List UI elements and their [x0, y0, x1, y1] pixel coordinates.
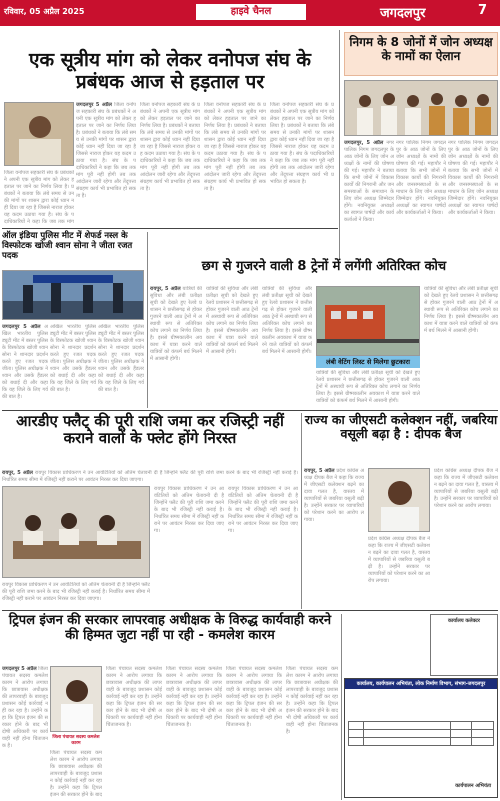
story7-text-col5: जिला पंचायत सदस्य कमलेश कारम ने आरोप लगाया कि छात्रावास अधीक्षक की लापरवाही के बावजूद प्रशासन कोई कार्रवाई नहीं कर रहा है। उन्होंने कहा कि ट्रिपल इंजन की सरकार होने के बाद भी दोषी अधिकारी पर कार्यवाही नहीं होना चिंताजनक है।: [226, 666, 282, 728]
story6-body-col3: [434, 468, 498, 608]
story4-body: [150, 286, 202, 408]
divider-vertical-4: [341, 614, 342, 800]
story4-photo: [316, 286, 420, 356]
story3-body-col3: [98, 324, 144, 408]
header-page-number: 7: [478, 3, 488, 18]
story7-body: [2, 666, 48, 798]
notice-table-row: [349, 738, 494, 746]
story1-dateline: जगदलपुर 5 अप्रैल: [76, 102, 112, 108]
story5-headline-box: [2, 413, 298, 463]
story2-dateline: जगदलपुर, 5 अप्रैल: [344, 140, 384, 146]
story7-body-col2: [50, 750, 102, 798]
story6-dateline: रायपुर, 5 अप्रैल: [304, 468, 335, 474]
story1-body-col3: [204, 102, 266, 224]
story6-text-col3: प्रदेश कांग्रेस अध्यक्ष दीपक बैज ने कहा कि राज्य में जीएसटी कलेक्शन बढ़ने का दावा गलत है, वास्तव में व्यापारियों से जबरिया वसूली बढ़ी है। उन्होंने सरकार पर व्यापारियों को परेशान करने का आरोप लगाया।: [434, 468, 498, 509]
story4-text: यात्रियों की सुविधा और लंबी प्रतीक्षा सूची को देखते हुए रेलवे प्रशासन ने छत्तीसगढ़ से होकर गुजरने वाली आठ ट्रेनों में अस्थायी रूप से अतिरिक्त कोच लगाने का निर्णय लिया है। इससे ग्रीष्मकालीन अवकाश में यात्रा करने वाले यात्रियों को कंफर्म बर्थ मिलने में आसानी होगी।: [150, 286, 202, 362]
story7-text: जिला पंचायत सदस्य कमलेश कारम ने आरोप लगाया कि छात्रावास अधीक्षक की लापरवाही के बावजूद प्रशासन कोई कार्रवाई नहीं कर रहा है। उन्होंने कहा कि ट्रिपल इंजन की सरकार होने के बाद भी दोषी अधिकारी पर कार्यवाही नहीं होना चिंताजनक है।: [2, 666, 48, 749]
story1-text-col0: जिला वनोपज सहकारी संघ के प्रबंधकों ने अपनी एक सूत्रीय मांग को लेकर हड़ताल पर जाने का निर्णय लिया है। प्रबंधकों ने बताया कि लंबे समय से उनकी मांगों पर शासन द्वारा कोई ध्यान नहीं दिया जा रहा है जिससे नाराज होकर यह कदम उठाया गया है। संघ के पदाधिकारियों ने कहा कि जब तक मांग: [4, 170, 74, 224]
notice-signature: कार्यपालन अभियंता: [455, 783, 491, 789]
story3-dog-squad-photo: [3, 271, 144, 320]
story4-text-col5: यात्रियों की सुविधा और लंबी प्रतीक्षा सूची को देखते हुए रेलवे प्रशासन ने छत्तीसगढ़ से होकर गुजरने वाली आठ ट्रेनों में अस्थायी रूप से अतिरिक्त कोच लगाने का निर्णय लिया है। इससे ग्रीष्मकालीन अवकाश में यात्रा करने वाले यात्रियों को कंफर्म बर्थ मिलने में आसानी होगी।: [424, 286, 498, 334]
story3-text-col3: अखिल भारतीय पुलिस ड्यूटी मीट में बस्तर पुलिस के विस्फोटक खोजी श्वान सोना ने शानदार प्रदर्शन करते हुए रजत पदक जीता। पुलिस अधीक्षक ने श्वान और उसके हैंडलर को बधाई दी और कहा कि यह जिले के लिए गर्व की बात है।: [98, 324, 144, 393]
story5-text-col4: रायपुर विकास प्राधिकरण ने उन आवंटितियों को अंतिम चेतावनी दी है जिन्होंने फ्लैट की पूरी राशि जमा करने के बाद भी रजिस्ट्री नहीं कराई है। निर्धारित समय सीमा में रजिस्ट्री नहीं कराने पर आवंटन निरस्त कर दिया जाएगा।: [2, 582, 150, 602]
story7-text-col4: जिला पंचायत सदस्य कमलेश कारम ने आरोप लगाया कि छात्रावास अधीक्षक की लापरवाही के बावजूद प्रशासन कोई कार्रवाई नहीं कर रहा है। उन्होंने कहा कि ट्रिपल इंजन की सरकार होने के बाद भी दोषी अधिकारी पर कार्यवाही नहीं होना चिंताजनक है।: [166, 666, 222, 728]
story6-headline-box: [304, 413, 498, 463]
divider-vertical-3: [301, 413, 302, 609]
story7-body-col6: [286, 666, 338, 798]
story4-text-col2: यात्रियों की सुविधा और लंबी प्रतीक्षा सूची को देखते हुए रेलवे प्रशासन ने छत्तीसगढ़ से होकर गुजरने वाली आठ ट्रेनों में अस्थायी रूप से अतिरिक्त कोच लगाने का निर्णय लिया है। इससे ग्रीष्मकालीन अवकाश में यात्रा करने वाले यात्रियों को कंफर्म बर्थ मिलने में आसानी होगी।: [206, 286, 258, 355]
story7-caption: जिला पंचायत सदस्य कमलेश कारम: [52, 735, 100, 746]
story1-headline-box: [2, 48, 338, 98]
story1-text-col2: जिला वनोपज सहकारी संघ के प्रबंधकों ने अपनी एक सूत्रीय मांग को लेकर हड़ताल पर जाने का निर्णय लिया है। प्रबंधकों ने बताया कि लंबे समय से उनकी मांगों पर शासन द्वारा कोई ध्यान नहीं दिया जा रहा है जिससे नाराज होकर यह कदम उठाया गया है। संघ के पदाधिकारियों ने कहा कि जब तक मांग पूरी नहीं होगी तब तक आंदोलन जारी रहेगा और तेंदूपत्ता संग्रहण कार्य भी प्रभावित हो सकता है।: [140, 102, 200, 192]
story5-body-col2: [154, 486, 224, 606]
story3-text-col2: अखिल भारतीय पुलिस ड्यूटी मीट में बस्तर पुलिस के विस्फोटक खोजी श्वान सोना ने शानदार प्रदर्शन करते हुए रजत पदक जीता। पुलिस अधीक्षक ने श्वान और उसके हैंडलर को बधाई दी और कहा कि यह जिले के लिए गर्व की बात है।: [50, 324, 96, 393]
story4-text-col3: यात्रियों की सुविधा और लंबी प्रतीक्षा सूची को देखते हुए रेलवे प्रशासन ने छत्तीसगढ़ से होकर गुजरने वाली आठ ट्रेनों में अस्थायी रूप से अतिरिक्त कोच लगाने का निर्णय लिया है। इससे ग्रीष्मकालीन अवकाश में यात्रा करने वाले यात्रियों को कंफर्म बर्थ मिलने में आसानी होगी।: [262, 286, 312, 355]
story2-text-col2: नगर पालिक निगम जगदलपुर के आठ जोनों के लिए जोन अध्यक्षों के नामों की घोषणा की गई। महापौर ने बताया कि सभी जोनों में विकास कार्यों की निगरानी और जनसमस्याओं के समाधान के लिए जोन अध्यक्ष जिम्मेदार होंगे। नवनियुक्त अध्यक्षों का स्वागत पार्षदों और कार्यकर्ताओं ने किया।: [396, 140, 446, 216]
story3-headline: ऑल इंडिया पुलिस मीट में शेफर्ड नस्ल के विस्फोटक खोजी श्वान सोना ने जीता रजत पदक: [2, 231, 133, 261]
story1-body-col0: [4, 170, 74, 224]
story6-headline: राज्य का जीएसटी कलेक्शन नहीं, जबरिया वसूली बढ़ा है : दीपक बैज: [304, 412, 498, 442]
story1-text-col3: जिला वनोपज सहकारी संघ के प्रबंधकों ने अपनी एक सूत्रीय मांग को लेकर हड़ताल पर जाने का निर्णय लिया है। प्रबंधकों ने बताया कि लंबे समय से उनकी मांगों पर शासन द्वारा कोई ध्यान नहीं दिया जा रहा है जिससे नाराज होकर यह कदम उठाया गया है। संघ के पदाधिकारियों ने कहा कि जब तक मांग पूरी नहीं होगी तब तक आंदोलन जारी रहेगा और तेंदूपत्ता संग्रहण कार्य भी प्रभावित हो सकता है।: [204, 102, 266, 192]
story1-body-col2: [140, 102, 200, 224]
story6-portrait: [369, 469, 430, 532]
notice-body: [348, 692, 494, 718]
story2-photo: [344, 80, 498, 136]
divider-horizontal-2: [2, 410, 498, 411]
divider-horizontal-3: [2, 610, 498, 611]
story2-group-photo: [345, 81, 498, 136]
divider-vertical-2: [147, 232, 148, 408]
notice-table-row: [349, 730, 494, 738]
story3-text: अखिल भारतीय पुलिस ड्यूटी मीट में बस्तर पुलिस के विस्फोटक खोजी श्वान सोना ने शानदार प्रदर्शन करते हुए रजत पदक जीता। पुलिस अधीक्षक ने श्वान और उसके हैंडलर को बधाई दी और कहा कि यह जिले के लिए गर्व की बात है।: [2, 324, 48, 400]
story1-photo-figure: [5, 103, 74, 166]
ad-box: [430, 614, 498, 676]
story2-body: [344, 140, 394, 256]
story5-photo: [2, 486, 150, 578]
story5-body-col3: [228, 486, 298, 606]
notice-table-row: [349, 722, 494, 730]
story2-headline: निगम के 8 जोनों में जोन अध्यक्ष के नामों का ऐलान: [349, 35, 493, 63]
story4-body-col3: [262, 286, 312, 408]
story4-body-col4: [316, 370, 420, 408]
story4-train-photo: [317, 287, 420, 356]
story5-text-col2: रायपुर विकास प्राधिकरण ने उन आवंटितियों को अंतिम चेतावनी दी है जिन्होंने फ्लैट की पूरी राशि जमा करने के बाद भी रजिस्ट्री नहीं कराई है। निर्धारित समय सीमा में रजिस्ट्री नहीं कराने पर आवंटन निरस्त कर दिया जाएगा।: [154, 486, 224, 534]
story1-photo: [4, 102, 74, 166]
story5-text-col3: रायपुर विकास प्राधिकरण ने उन आवंटितियों को अंतिम चेतावनी दी है जिन्होंने फ्लैट की पूरी राशि जमा करने के बाद भी रजिस्ट्री नहीं कराई है। निर्धारित समय सीमा में रजिस्ट्री नहीं कराने पर आवंटन निरस्त कर दिया जाएगा।: [228, 486, 298, 534]
story7-text-col2: जिला पंचायत सदस्य कमलेश कारम ने आरोप लगाया कि छात्रावास अधीक्षक की लापरवाही के बावजूद प्रशासन कोई कार्रवाई नहीं कर रहा है। उन्होंने कहा कि ट्रिपल इंजन की सरकार होने के बाद: [50, 750, 102, 798]
story2-body-col3: [448, 140, 498, 256]
story4-headline: छग से गुजरने वाली 8 ट्रेनों में लगेंगी अतिरिक्त कोच: [201, 259, 447, 274]
story4-body-col5: [424, 286, 498, 408]
story4-caption: लंबी वेटिंग लिस्ट से मिलेगा छुटकारा: [316, 356, 420, 368]
divider-horizontal-1: [2, 228, 338, 229]
story3-body: [2, 324, 48, 408]
story5-dateline: रायपुर, 5 अप्रैल: [2, 470, 33, 476]
story2-text-col3: नगर पालिक निगम जगदलपुर के आठ जोनों के लिए जोन अध्यक्षों के नामों की घोषणा की गई। महापौर ने बताया कि सभी जोनों में विकास कार्यों की निगरानी और जनसमस्याओं के समाधान के लिए जोन अध्यक्ष जिम्मेदार होंगे। नवनियुक्त अध्यक्षों का स्वागत पार्षदों और कार्यकर्ताओं ने किया।: [448, 140, 498, 216]
story3-photo: [2, 270, 144, 320]
story7-portrait: [51, 667, 102, 732]
story7-body-col4: [166, 666, 222, 798]
ad-body: [434, 628, 494, 674]
story7-body-col3: [106, 666, 162, 798]
story4-text-col4: यात्रियों की सुविधा और लंबी प्रतीक्षा सूची को देखते हुए रेलवे प्रशासन ने छत्तीसगढ़ से होकर गुजरने वाली आठ ट्रेनों में अस्थायी रूप से अतिरिक्त कोच लगाने का निर्णय लिया है। इससे ग्रीष्मकालीन अवकाश में यात्रा करने वाले यात्रियों को कंफर्म बर्थ मिलने में आसानी होगी।: [316, 370, 420, 404]
story7-body-col5: [226, 666, 282, 798]
story5-headline: आरडीए फ्लैट् की पूरी राशि जमा कर रजिस्ट्री नहीं कराने वालों के फ्लेट होंगे निरस्त: [16, 412, 284, 448]
story4-dateline: रायपुर, 5 अप्रैल: [150, 286, 181, 292]
header-city: जगदलपुर: [380, 6, 426, 21]
ad-title: कार्यालय कलेक्टर: [448, 618, 480, 624]
story5-meeting-photo: [3, 487, 150, 578]
story1-headline: एक सूत्रीय मांग को लेकर वनोपज संघ के प्रबंधक आज से हड़ताल पर: [29, 49, 311, 93]
story5-body: [2, 470, 298, 484]
tender-notice: [344, 678, 498, 798]
story3-headline-box: [2, 232, 144, 266]
story6-body-col2: [368, 536, 430, 608]
story1-text: जिला वनोपज सहकारी संघ के प्रबंधकों ने अपनी एक सूत्रीय मांग को लेकर हड़ताल पर जाने का निर्णय लिया है। प्रबंधकों ने बताया कि लंबे समय से उनकी मांगों पर शासन द्वारा कोई ध्यान नहीं दिया जा रहा है जिससे नाराज होकर यह कदम उठाया गया है। संघ के पदाधिकारियों ने कहा कि जब तक मांग पूरी नहीं होगी तब तक आंदोलन जारी रहेगा और तेंदूपत्ता संग्रहण कार्य भी प्रभावित हो सकता है।: [76, 102, 136, 199]
notice-title: कार्यालय, कार्यपालन अभियंता, लोक निर्माण विभाग, संभाग-जगदलपुर: [345, 679, 497, 689]
story7-headline-box: [2, 614, 338, 662]
story2-text: नगर पालिक निगम जगदलपुर के आठ जोनों के लिए जोन अध्यक्षों के नामों की घोषणा की गई। महापौर ने बताया कि सभी जोनों में विकास कार्यों की निगरानी और जनसमस्याओं के समाधान के लिए जोन अध्यक्ष जिम्मेदार होंगे। नवनियुक्त अध्यक्षों का स्वागत पार्षदों और कार्यकर्ताओं ने किया।: [344, 140, 394, 223]
story5-text: रायपुर विकास प्राधिकरण ने उन आवंटितियों को अंतिम चेतावनी दी है जिन्होंने फ्लैट की पूरी राशि जमा करने के बाद भी रजिस्ट्री नहीं कराई है। निर्धारित समय सीमा में रजिस्ट्री नहीं कराने पर आवंटन निरस्त कर दिया जाएगा।: [2, 470, 298, 483]
story2-headline-box: [344, 32, 498, 76]
story1-text-col4: जिला वनोपज सहकारी संघ के प्रबंधकों ने अपनी एक सूत्रीय मांग को लेकर हड़ताल पर जाने का निर्णय लिया है। प्रबंधकों ने बताया कि लंबे समय से उनकी मांगों पर शासन द्वारा कोई ध्यान नहीं दिया जा रहा है जिससे नाराज होकर यह कदम उठाया गया है। संघ के पदाधिकारियों ने कहा कि जब तक मांग पूरी नहीं होगी तब तक आंदोलन जारी रहेगा और तेंदूपत्ता संग्रहण कार्य भी प्रभावित हो सकता है।: [270, 102, 334, 185]
story7-dateline: जगदलपुर 5 अप्रैल: [2, 666, 37, 672]
story1-body: [76, 102, 136, 224]
story7-photo: [50, 666, 102, 732]
header-paper-name: हाइवे चैनल: [196, 4, 306, 20]
story6-text: प्रदेश कांग्रेस अध्यक्ष दीपक बैज ने कहा कि राज्य में जीएसटी कलेक्शन बढ़ने का दावा गलत है, वास्तव में व्यापारियों से जबरिया वसूली बढ़ी है। उन्होंने सरकार पर व्यापारियों को परेशान करने का आरोप लगाया।: [304, 468, 364, 523]
page-header: [0, 0, 500, 26]
notice-table: [348, 721, 494, 746]
story4-headline-box: [150, 260, 498, 282]
divider-vertical-1: [339, 30, 340, 258]
story6-text-col2: प्रदेश कांग्रेस अध्यक्ष दीपक बैज ने कहा कि राज्य में जीएसटी कलेक्शन बढ़ने का दावा गलत है, वास्तव में व्यापारियों से जबरिया वसूली बढ़ी है। उन्होंने सरकार पर व्यापारियों को परेशान करने का आरोप लगाया।: [368, 536, 430, 584]
story3-body-col2: [50, 324, 96, 408]
story7-headline: ट्रिपल इंजन की सरकार लापरवाह अधीक्षक के विरुद्ध कार्यवाही करने की हिम्मत जुटा नहीं पा रही - कमलेश कारम: [8, 613, 332, 643]
story7-text-col6: जिला पंचायत सदस्य कमलेश कारम ने आरोप लगाया कि छात्रावास अधीक्षक की लापरवाही के बावजूद प्रशासन कोई कार्रवाई नहीं कर रहा है। उन्होंने कहा कि ट्रिपल इंजन की सरकार होने के बाद भी दोषी अधिकारी पर कार्यवाही नहीं होना चिंताजनक है।: [286, 666, 338, 735]
story3-dateline: जगदलपुर 5 अप्रैल: [2, 324, 41, 330]
story5-body-col4: [2, 582, 150, 606]
header-date: रविवार, 05 अप्रैल 2025: [4, 7, 85, 16]
story4-body-col2: [206, 286, 258, 408]
story6-body: [304, 468, 364, 608]
story7-text-col3: जिला पंचायत सदस्य कमलेश कारम ने आरोप लगाया कि छात्रावास अधीक्षक की लापरवाही के बावजूद प्रशासन कोई कार्रवाई नहीं कर रहा है। उन्होंने कहा कि ट्रिपल इंजन की सरकार होने के बाद भी दोषी अधिकारी पर कार्यवाही नहीं होना चिंताजनक है।: [106, 666, 162, 728]
story2-body-col2: [396, 140, 446, 256]
story6-photo: [368, 468, 430, 532]
story1-body-col4: [270, 102, 334, 224]
